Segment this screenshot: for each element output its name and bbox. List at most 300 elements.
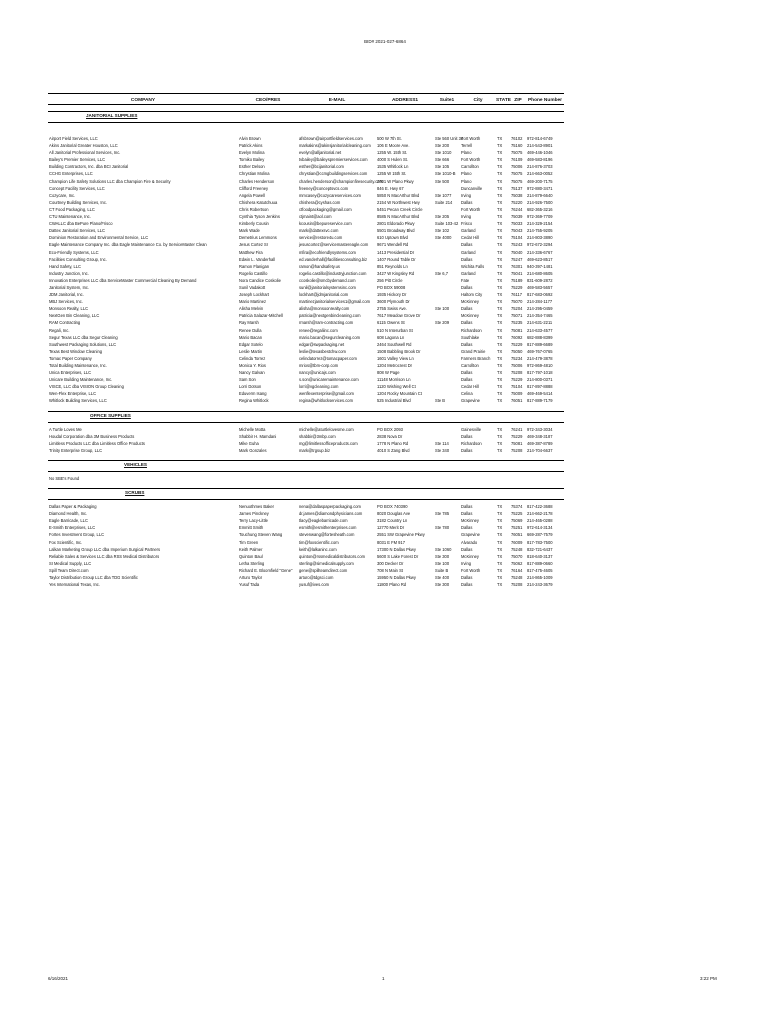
cell-ceo: Mark Gonzales — [239, 447, 267, 453]
col-ceo: CEO/PRES — [255, 98, 281, 103]
cell-address: 525 Industrial Blvd — [377, 398, 411, 404]
cell-ceo: Patrick Akins — [239, 143, 263, 149]
cell-phone: 214-879-6640 — [527, 192, 553, 198]
cell-address: 1407 Round Table Dr — [377, 256, 416, 262]
cell-zip: 75208 — [511, 370, 523, 376]
cell-suite — [434, 517, 460, 524]
cell-email: mario.bacan@segurcleaning.com — [299, 334, 361, 340]
cell-address: 846 E. Hwy 67 — [377, 185, 404, 191]
cell-state: TX — [497, 511, 503, 517]
cell-email: mfira@ecofriendlysystems.com — [299, 249, 356, 255]
cell-zip: 75081 — [511, 440, 523, 446]
cell-zip: 76117 — [511, 292, 523, 298]
col-zip: ZIP — [514, 98, 522, 103]
cell-city: Grapevine — [461, 398, 480, 404]
cell-suite: Ste 666 — [435, 157, 450, 163]
cell-address: 5600 S Lake Forest Dr — [377, 553, 419, 559]
footer-date: 6/16/2021 — [48, 976, 69, 981]
table-row — [48, 426, 564, 433]
cell-phone: 214-662-2178 — [527, 511, 553, 517]
table-row — [48, 362, 564, 369]
cell-city — [460, 475, 496, 482]
cell-ceo: Sunil Vadakott — [239, 284, 266, 290]
cell-state: TX — [497, 270, 503, 276]
cell-city: Dallas — [461, 574, 473, 580]
cell-email: shabbir@3mbp.com — [299, 433, 336, 439]
cell-suite: Suite 214 — [435, 199, 453, 205]
cell-city: Cedar Hill — [461, 384, 479, 390]
cell-email: charles.henderson@championfiresecurity.com — [299, 178, 383, 184]
cell-suite: Ste 100 — [435, 306, 450, 312]
cell-suite: Ste B — [435, 398, 446, 404]
table-row — [48, 390, 564, 397]
cell-zip — [510, 475, 526, 482]
cell-phone — [526, 475, 564, 482]
cell-state: TX — [497, 242, 503, 248]
cell-ceo: Mark Wade — [239, 228, 260, 234]
document-id: BID# 2021-027-6864 — [364, 39, 406, 44]
cell-suite: Ste 560 Unit 34 — [435, 136, 464, 141]
cell-company: CT Food Packaging, LLC — [49, 206, 95, 212]
cell-zip: 75235 — [511, 320, 523, 326]
cell-email: lockhart@jdmjanitorial.com — [299, 292, 349, 298]
cell-state: TX — [497, 567, 503, 573]
cell-phone: 469-583-8196 — [527, 157, 553, 163]
cell-zip: 75075 — [511, 178, 523, 184]
cell-phone: 469-767-0765 — [527, 348, 553, 354]
cell-state: TX — [497, 178, 503, 184]
cell-company: Dominion Restoration and Environmental Service, LLC — [49, 235, 149, 241]
cell-ceo: Joseph Lockhart — [239, 292, 270, 298]
cell-email: michelle@aturtlelovesme.com — [299, 426, 354, 432]
cell-state: TX — [497, 320, 503, 326]
cell-address: 1778 N Plano Rd — [377, 440, 409, 446]
cell-city: Haltom City — [461, 292, 483, 298]
cell-phone: 214-663-0052 — [527, 171, 553, 177]
cell-address — [376, 475, 434, 482]
table-row — [48, 433, 564, 440]
cell-city: McKinney — [461, 299, 479, 305]
cell-address: 2154 W Northwest Hwy — [377, 199, 420, 205]
cell-suite: Ste 102 — [435, 228, 450, 234]
cell-company: Eagle Barricade, LLC — [49, 518, 88, 524]
cell-city: Dallas — [461, 525, 473, 531]
section-header — [48, 460, 564, 472]
table-row — [48, 227, 564, 234]
cell-suite: Ste 105 — [435, 164, 450, 170]
cell-company: E-Smith Enterprises, LLC — [49, 525, 96, 531]
cell-state: TX — [497, 582, 503, 588]
table-row — [48, 135, 564, 142]
cell-city: Southlake — [461, 334, 480, 340]
cell-zip: 75075 — [511, 150, 523, 156]
cell-state: TX — [497, 136, 503, 141]
cell-address: 5501 Broadway Blvd — [377, 228, 415, 234]
cell-city: Fort Worth — [461, 157, 481, 163]
cell-address: 256 Pitt Circle — [377, 277, 403, 283]
cell-city: Richardson — [461, 327, 482, 333]
cell-email: keith@lalkaninc.com — [299, 546, 337, 552]
cell-zip: 75229 — [511, 433, 523, 439]
cell-zip: 75033 — [511, 221, 523, 227]
cell-company: Wen-Flex Enterprise, LLC — [49, 391, 97, 397]
cell-suite — [434, 185, 460, 192]
cell-company: Janitorial System, Inc. — [49, 284, 90, 290]
cell-ceo: Rogelio Castillo — [239, 270, 268, 276]
cell-zip: 75081 — [511, 327, 523, 333]
cell-company: Limitless Products LLC dba Limitless Office Products — [49, 440, 145, 446]
cell-suite — [434, 369, 460, 376]
cell-suite — [434, 341, 460, 348]
cell-email: kcousin@bepureservice.com — [299, 221, 352, 227]
cell-suite: Ste 400 — [435, 574, 450, 580]
table-row — [48, 510, 564, 517]
col-company: COMPANY — [130, 98, 156, 103]
cell-ceo: Charles Henderson — [239, 178, 275, 184]
table-row — [48, 213, 564, 220]
cell-company: Industry Junction, Inc. — [49, 270, 89, 276]
cell-zip: 75220 — [511, 199, 523, 205]
cell-ceo: James Pinckney — [239, 511, 269, 517]
cell-email: mrios@tbm-corp.com — [299, 363, 339, 368]
cell-email: quinton@rssmedicaldistributors.com — [299, 553, 366, 559]
cell-ceo: Arturo Taylor — [239, 574, 263, 580]
cell-city: Frisco — [461, 221, 473, 227]
cell-company: CTU Maintenance, Inc. — [49, 214, 91, 220]
cell-city: McKinney — [461, 518, 479, 524]
cell-state: TX — [497, 370, 503, 376]
cell-suite: Ste 114 — [435, 440, 449, 446]
cell-zip: 75225 — [511, 511, 523, 517]
cell-email: sterling@simedicalsupply.com — [299, 560, 354, 566]
cell-company: All Janitorial Professional Services, Inc. — [49, 150, 121, 156]
cell-company: Reliable Sales & Services LLC dba RSS Medical Distributors — [49, 553, 160, 559]
cell-email: nena@dallaspaperpackaging.com — [299, 504, 361, 510]
cell-zip: 76051 — [511, 398, 523, 404]
cell-state: TX — [497, 214, 503, 220]
cell-phone: 214-479-3878 — [527, 355, 553, 361]
table-row — [48, 256, 564, 263]
cell-phone: 214-631-2211 — [527, 320, 553, 326]
cell-address: 5451 Pecan Creek Circle — [377, 206, 423, 212]
cell-address: 2838 Nova Dr — [377, 433, 403, 439]
table-row — [48, 440, 564, 447]
cell-phone: 972-614-3134 — [527, 525, 553, 531]
cell-suite: Suite B — [435, 567, 449, 573]
cell-state: TX — [497, 440, 503, 446]
cell-zip: 75038 — [511, 192, 523, 198]
cell-email: arturo@tdgsci.com — [299, 574, 334, 580]
cell-ceo: Lorri Dotson — [239, 384, 262, 390]
cell-company: Regali, Inc. — [49, 327, 70, 333]
cell-company: Total Building Maintenance, Inc. — [49, 363, 107, 368]
cell-address: 8031 E FM 917 — [377, 539, 405, 545]
cell-state: TX — [497, 256, 503, 262]
cell-city: Fort Worth — [461, 136, 481, 141]
cell-ceo: Michelle Motta — [239, 426, 266, 432]
cell-state: TX — [497, 341, 503, 347]
cell-suite: Ste 500 — [435, 178, 450, 184]
cell-email: alisha@monsoonrealty.com — [299, 306, 350, 312]
cell-ceo: Chrystian Molina — [239, 171, 270, 177]
cell-company: CWALLC dba BePure Plano/Frisco — [49, 221, 113, 227]
cell-city: Fort Worth — [461, 206, 481, 212]
cell-ceo: Letha Sterling — [239, 560, 265, 566]
cell-zip: 75248 — [511, 546, 523, 552]
cell-email: ccoskolie@smcbydemand.com — [299, 277, 356, 283]
cell-suite: Ste 340 — [435, 447, 450, 453]
cell-company: RAM Contracting — [49, 320, 81, 326]
cell-zip: 75208 — [511, 582, 523, 588]
cell-ceo: Mario Bacan — [239, 334, 262, 340]
cell-state: TX — [497, 228, 503, 234]
table-row — [48, 503, 564, 510]
table-row — [48, 149, 564, 156]
cell-state: TX — [497, 327, 503, 333]
cell-email: service@restore4u.com — [299, 235, 343, 241]
cell-city: McKinney — [461, 553, 479, 559]
cell-state: TX — [497, 447, 503, 453]
cell-state: TX — [497, 171, 503, 177]
cell-city: Irving — [461, 560, 472, 566]
cell-company: MBJ Services, Inc. — [49, 299, 83, 305]
cell-city: Dallas — [461, 370, 473, 376]
cell-phone: 972-672-3294 — [527, 242, 553, 248]
cell-city: Garland — [461, 270, 476, 276]
cell-ceo: Jesus Cortez Sr — [239, 242, 269, 248]
cell-city: Grapevine — [461, 532, 480, 538]
cell-company: Whitlock Building Services, LLC — [49, 398, 107, 404]
cell-company: Cozycare, Inc. — [49, 192, 76, 198]
footer-time: 3:22 PM — [700, 976, 717, 981]
cell-zip: 75251 — [511, 525, 523, 531]
cell-city: Terrell — [461, 143, 473, 149]
cell-ceo: Sam Son — [239, 377, 256, 383]
cell-suite: Ste 6,7 — [435, 270, 448, 276]
cell-zip: 75009 — [511, 391, 523, 397]
cell-address: 8020 Douglas Ave — [377, 511, 411, 517]
cell-email: wenflexenterprise@gmail.com — [299, 391, 354, 397]
cell-ceo: Edwin L. Vanderhall — [239, 256, 276, 262]
cell-zip: 75247 — [511, 256, 523, 262]
section-title: VEHICLES — [124, 461, 147, 467]
cell-company: Fox Scientific, Inc. — [49, 539, 83, 545]
cell-address: 1255 W. 15th St. — [377, 150, 408, 156]
cell-company: Taylor Distribution Group LLC dba TDG Scientific — [49, 574, 138, 580]
cell-suite — [434, 312, 460, 319]
cell-email: esmith@esmithenterprises.com — [299, 525, 357, 531]
cell-address: 1204 Metrocrest Dr — [377, 363, 413, 368]
cell-ceo: Clifford Freeney — [239, 185, 269, 191]
cell-ceo: Quinton Baul — [239, 553, 263, 559]
cell-phone: 469-387-8789 — [527, 440, 553, 446]
cell-ceo: Nora Candice Coskolie — [239, 277, 281, 283]
cell-state: TX — [497, 355, 503, 361]
table-row — [48, 319, 564, 326]
table-row — [48, 524, 564, 531]
cell-phone: 817-797-1018 — [527, 370, 553, 376]
cell-ceo: Edgar Sotelo — [239, 341, 263, 347]
cell-company: Monsoon Realty, LLC — [49, 306, 89, 312]
cell-suite: Ste 1060 — [435, 546, 452, 552]
cell-zip: 75069 — [511, 518, 523, 524]
cell-ceo: Patricia Salazar-Mitchell — [239, 313, 283, 319]
cell-address: 1120 Wishing Well Ct — [377, 384, 416, 390]
cell-ceo: Leslie Martin — [239, 348, 263, 354]
table-row — [48, 249, 564, 256]
cell-state: TX — [497, 235, 503, 241]
cell-suite: Ste 785 — [435, 511, 450, 517]
table-row — [48, 241, 564, 248]
cell-email: sunil@janitorialsystemsinc.com — [299, 284, 356, 290]
table-row — [48, 539, 564, 546]
cell-city: Irving — [461, 214, 472, 220]
cell-zip: 76051 — [511, 532, 523, 538]
table-row — [48, 277, 564, 284]
cell-city: Fate — [461, 277, 470, 283]
cell-ceo: Shabbir H. Mamdani — [239, 433, 277, 439]
cell-ceo: Esther Delson — [239, 164, 265, 170]
cell-email: patricia@nextgenbincleaning.com — [299, 313, 361, 319]
cell-company: Yes International Texas, Inc. — [49, 582, 100, 588]
cell-ceo: Regina Whitlock — [239, 398, 269, 404]
cell-zip: 75043 — [511, 228, 523, 234]
cell-phone: 214-329-2154 — [527, 221, 553, 227]
cell-company: JDM Janitorial, Inc. — [49, 292, 84, 298]
cell-state: TX — [497, 363, 503, 368]
cell-company: Fortes Investment Group, LLC — [49, 532, 105, 538]
cell-city: Cedar Hill — [461, 235, 479, 241]
cell-phone: 469-623-8517 — [527, 256, 553, 262]
cell-address: 708 N Main St — [377, 567, 403, 573]
cell-phone: 214-354-7465 — [527, 313, 553, 319]
cell-email — [298, 475, 376, 482]
table-row — [48, 447, 564, 454]
cell-zip: 76244 — [511, 206, 523, 212]
cell-suite — [434, 334, 460, 341]
cell-address: 851 Reynolds Ln — [377, 263, 408, 269]
table-row — [48, 298, 564, 305]
cell-phone: 972-343-3034 — [527, 426, 553, 432]
cell-email: mark@dattexsvc.com — [299, 228, 339, 234]
cell-zip: 75040 — [511, 249, 523, 255]
cell-company: Trinity Enterprise Group, LLC — [49, 447, 103, 453]
cell-ceo: Celinda Torrez — [239, 355, 266, 361]
cell-email: tvbailey@baileyspremierservices.com — [299, 157, 368, 163]
cell-phone: 817-889-0660 — [527, 560, 553, 566]
cell-phone: 214-295-0459 — [527, 306, 553, 312]
cell-zip: 75160 — [511, 143, 523, 149]
cell-phone: 972-814-6749 — [527, 136, 553, 141]
table-row — [48, 199, 564, 206]
cell-company: Texas Best Window Cleaning — [49, 348, 103, 354]
cell-suite — [434, 291, 460, 298]
cell-city: McKinney — [461, 313, 479, 319]
cell-address: 1935 Hickory Dr — [377, 292, 407, 298]
cell-state: TX — [497, 377, 503, 383]
cell-state: TX — [497, 277, 503, 283]
cell-city: Farmers Branch — [461, 355, 491, 361]
table-row — [48, 263, 564, 270]
cell-suite — [434, 433, 460, 440]
cell-suite — [434, 539, 460, 546]
cell-city: Carrollton — [461, 164, 479, 170]
cell-city: Duncanville — [461, 185, 483, 191]
cell-phone: 972-880-3471 — [527, 185, 553, 191]
cell-address: 608 Lagona Ln — [377, 334, 405, 340]
cell-state: TX — [497, 299, 503, 305]
table-row — [48, 355, 564, 362]
cell-zip: 75071 — [511, 313, 523, 319]
cell-state: TX — [497, 143, 503, 149]
cell-company: VISCE, LLC dba VISION Group Cleaning — [49, 384, 124, 390]
cell-suite: Ste 100 — [435, 560, 450, 566]
cell-suite: Ste 1010-B — [435, 171, 456, 177]
cell-zip: 75229 — [511, 284, 523, 290]
cell-city: Dallas — [461, 306, 473, 312]
cell-address: 2755 Swiss Ave. — [377, 306, 407, 312]
table-row — [48, 284, 564, 291]
cell-email: edgar@swpackaging.net — [299, 341, 345, 347]
cell-ceo: Evelyn Molina — [239, 150, 265, 156]
cell-email: regina@whitlockservices.com — [299, 398, 353, 404]
cell-city: Alvarado — [461, 539, 478, 545]
cell-address: 106 E Moore Ave. — [377, 143, 410, 149]
cell-city: Garland — [461, 228, 476, 234]
cell-city: Dallas — [461, 582, 473, 588]
cell-zip: 75243 — [511, 242, 523, 248]
cell-city: Irving — [461, 192, 472, 198]
cell-suite: Ste 780 — [435, 525, 450, 531]
cell-address: PO BOX 2093 — [377, 426, 403, 432]
section-header — [48, 488, 564, 500]
cell-phone: 832-721-6437 — [527, 546, 553, 552]
cell-zip: 75006 — [511, 363, 523, 368]
cell-phone: 469-469-5414 — [527, 391, 553, 397]
cell-state: TX — [497, 263, 503, 269]
cell-email: rmarsh@ram-contracting.com — [299, 320, 354, 326]
cell-zip: 76102 — [511, 136, 523, 141]
sbe-vendor-table — [48, 93, 564, 591]
cell-address: 2551 SW Grapevine Pkwy — [377, 532, 425, 538]
cell-company: Segur Texas LLC dba Segur Cleaning — [49, 334, 118, 340]
cell-state: TX — [497, 426, 503, 432]
cell-ceo: Chris Robertson — [239, 206, 269, 212]
table-row — [48, 553, 564, 560]
cell-zip: 75006 — [511, 164, 523, 170]
cell-phone: 817-783-7500 — [527, 539, 553, 545]
cell-phone: 682-365-3216 — [527, 206, 553, 212]
cell-company: Airport Field Services, LLC — [49, 136, 98, 141]
cell-address: 1535 Whitlock Ln — [377, 164, 409, 170]
cell-phone: 469-200-7175 — [527, 178, 553, 184]
cell-ceo: Chishera Katutchuua — [239, 199, 278, 205]
cell-suite — [434, 355, 460, 362]
cell-state: TX — [497, 525, 503, 531]
cell-email: celindatorrez@tomacpaper.com — [299, 355, 357, 361]
cell-city: Dallas — [461, 284, 473, 290]
cell-address: PO BOX 59008 — [377, 284, 406, 290]
cell-suite — [434, 241, 460, 248]
cell-phone: 940-397-1481 — [527, 263, 553, 269]
cell-company: Innovation Enterprises LLC dba ServiceMaster Commercial Cleaning By Demand — [49, 277, 197, 283]
table-row — [48, 376, 564, 383]
cell-phone: 214-543-8901 — [527, 143, 553, 149]
col-suite: Suite1 — [439, 98, 455, 103]
cell-zip: 75050 — [511, 348, 523, 354]
cell-company: A Turtle Loves Me — [49, 426, 82, 432]
column-header-row — [48, 93, 564, 105]
